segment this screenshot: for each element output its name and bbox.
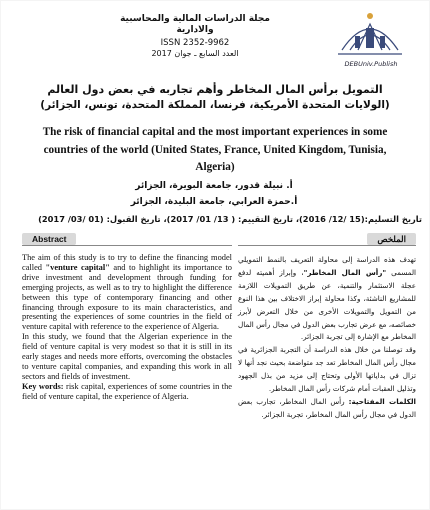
arabic-keywords <box>238 396 416 422</box>
author-2: أ.حمزة العرابي، جامعة البليدة، الجزائر <box>130 197 298 207</box>
abstract-header <box>22 233 232 246</box>
divider <box>238 245 416 246</box>
publisher-logo-text: DEBUniv.Publish <box>344 60 398 68</box>
arabic-keywords-label: الكلمات المفتاحية: <box>348 396 416 406</box>
submission-dates: تاريخ التسليم:(15 /12/ 2016)، تاريخ التقييم: ( 13/ 01/ 2017)، تاريخ القبول: (01 /03/ 2017) <box>38 214 422 224</box>
arabic-paragraph-2: وقد توصلنا من خلال هذه الدراسة أن التجربة الجزائرية في مجال رأس المال المخاطر تعد جد متواضعة بحيث نجد أنها لا تزال في بداياتها الأولى وتحتاج إلى مزيد من بذل الجهود وتذليل العقبات أمام شركات رأس المال المخاطر. <box>238 345 416 394</box>
arabic-paragraph-1 <box>238 254 416 344</box>
abstract-paragraph-1 <box>22 253 232 332</box>
english-title: The risk of financial capital and the most important experiences in some countries of the world (United States, France, United Kingdom, Tunisia, Algeria) <box>42 126 388 173</box>
abstract-body <box>22 253 232 402</box>
arabic-abstract-label: الملخص <box>367 233 416 245</box>
abstract-label: Abstract <box>22 233 76 245</box>
arabic-title-line1: التمويل برأس المال المخاطر وأهم تجاربه في بعض دول العالم <box>47 83 383 96</box>
arabic-text: تهدف هذه الدراسة إلى محاولة التعريف بالنمط التمويلي المسمى <box>238 255 417 277</box>
abstract-term: "venture capital" <box>45 262 110 272</box>
arabic-abstract-header <box>238 233 416 246</box>
journal-header <box>100 14 290 59</box>
arabic-keywords-text: رأس المال المخاطر، تجارب بعض الدول في مجال رأس المال المخاطر، تجربة الجزائر. <box>238 396 416 419</box>
abstract-text: The aim of this study is to try to define the financing model called <box>22 253 232 272</box>
journal-name: مجلة الدراسات المالية والمحاسبية والادارية <box>120 14 270 35</box>
abstract-paragraph-2: In this study, we found that the Algerian experience in the field of venture capital is very modest so that it is still in its early stages and needs more efforts, overcoming the obstacles to venture capital companies, and expanding this work in all sectors and fields of investment. <box>22 332 232 381</box>
issn: ISSN 2352-9962 <box>160 38 230 48</box>
author-1: أ. نبيلة قدور، جامعة البويرة، الجزائر <box>135 181 293 191</box>
issue-info: العدد السابع ـ جوان 2017 <box>151 49 239 58</box>
divider <box>22 245 232 246</box>
abstract-keywords <box>22 382 232 402</box>
arabic-title-line2: (الولايات المتحدة الأمريكية، فرنسا، المملكة المتحدة، تونس، الجزائر) <box>40 99 390 111</box>
english-abstract <box>22 233 232 402</box>
arabic-term: "رأس المال المخاطر" <box>303 267 387 277</box>
arabic-text: ، وإبراز أهميته لدفع عجلة الاستثمار والتنمية، عن طريق التمويلات اللازمة للمشاريع الناشئة، وكذا محاولة إبراز الاختلاف بين هذا النوع من التمويل والتمويلات الأخرى من خلال التعرض لأبرز خصائصه، مع عرض تجارب بعض الدول في مجال رأس المال المخاطر مع الإشارة إلى تجربة الجزائر. <box>238 267 416 342</box>
arabic-abstract <box>238 233 416 422</box>
abstract-text: and to highlight its importance to drive investment and development through funding for emerging projects, as well as to try to highlight the difference between this type of contemporary financing and other financing through exposure to its main characteristics, and presenting the experiences of some countries in the field of venture capital with reference to the experience of Algeria. <box>22 262 232 332</box>
keywords-text: risk capital, experiences of some countries in the field of venture capital, the experience of Algeria. <box>22 381 232 401</box>
arabic-abstract-body <box>238 254 416 422</box>
keywords-label: Key words: <box>22 381 64 391</box>
